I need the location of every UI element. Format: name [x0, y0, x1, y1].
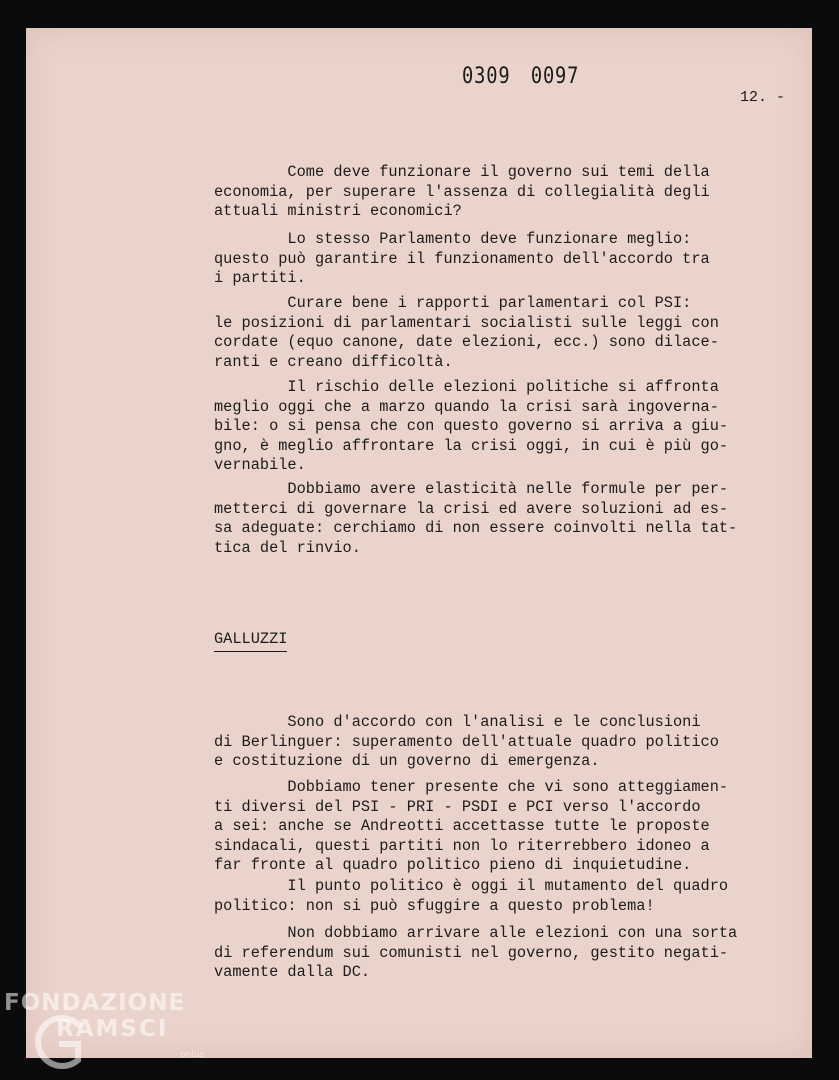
archive-stamp-part1: 0309 [462, 64, 511, 89]
logo-line2: RAMSCI [56, 1016, 169, 1042]
paragraph: Dobbiamo tener presente che vi sono atteggiamen- ti diversi del PSI - PRI - PSDI e PCI verso l'accordo a sei: anche se Andreotti accettasse tutte le proposte sindacali, questi partiti non lo riterrebbero idoneo a far fronte al quadro politico pieno di inquietudine. [214, 778, 729, 874]
paragraph: Curare bene i rapporti parlamentari col PSI: le posizioni di parlamentari socialisti sulle leggi con cordate (equo canone, date elezioni, ecc.) sono dilace- ranti e creano difficoltà. [214, 294, 719, 371]
logo-onlus: onlus [180, 1050, 205, 1060]
paragraph: Come deve funzionare il governo sui temi della economia, per superare l'assenza di collegialità degli attuali ministri economici? [214, 163, 710, 220]
paragraph: Il rischio delle elezioni politiche si affronta meglio oggi che a marzo quando la crisi sarà ingoverna- bile: o si pensa che con questo governo si arriva a giu- gno, è meglio affrontare la crisi oggi, in cui è più go- vernabile. [214, 378, 729, 474]
logo-line1: FONDAZIONE [4, 990, 186, 1016]
archive-stamp-part2: 0097 [530, 64, 580, 89]
archive-stamp [462, 64, 600, 89]
page-number: 12. - [740, 89, 786, 106]
paragraph: Non dobbiamo arrivare alle elezioni con una sorta di referendum sui comunisti nel governo, gestito negati- vamente dalla DC. [214, 924, 738, 981]
paragraph: Dobbiamo avere elasticità nelle formule per per- metterci di governare la crisi ed avere soluzioni ad es- sa adeguate: cerchiamo di non essere coinvolti nella tat- tica del rinvio. [214, 480, 738, 557]
speaker-heading: GALLUZZI [214, 630, 287, 652]
paragraph: Sono d'accordo con l'analisi e le conclusioni di Berlinguer: superamento dell'attuale quadro politico e costituzione di un governo di emergenza. [214, 713, 719, 770]
paragraph: Lo stesso Parlamento deve funzionare meglio: questo può garantire il funzionamento dell'accordo tra i partiti. [214, 230, 710, 287]
paragraph: Il punto politico è oggi il mutamento del quadro politico: non si può sfuggire a questo problema! [214, 877, 729, 915]
